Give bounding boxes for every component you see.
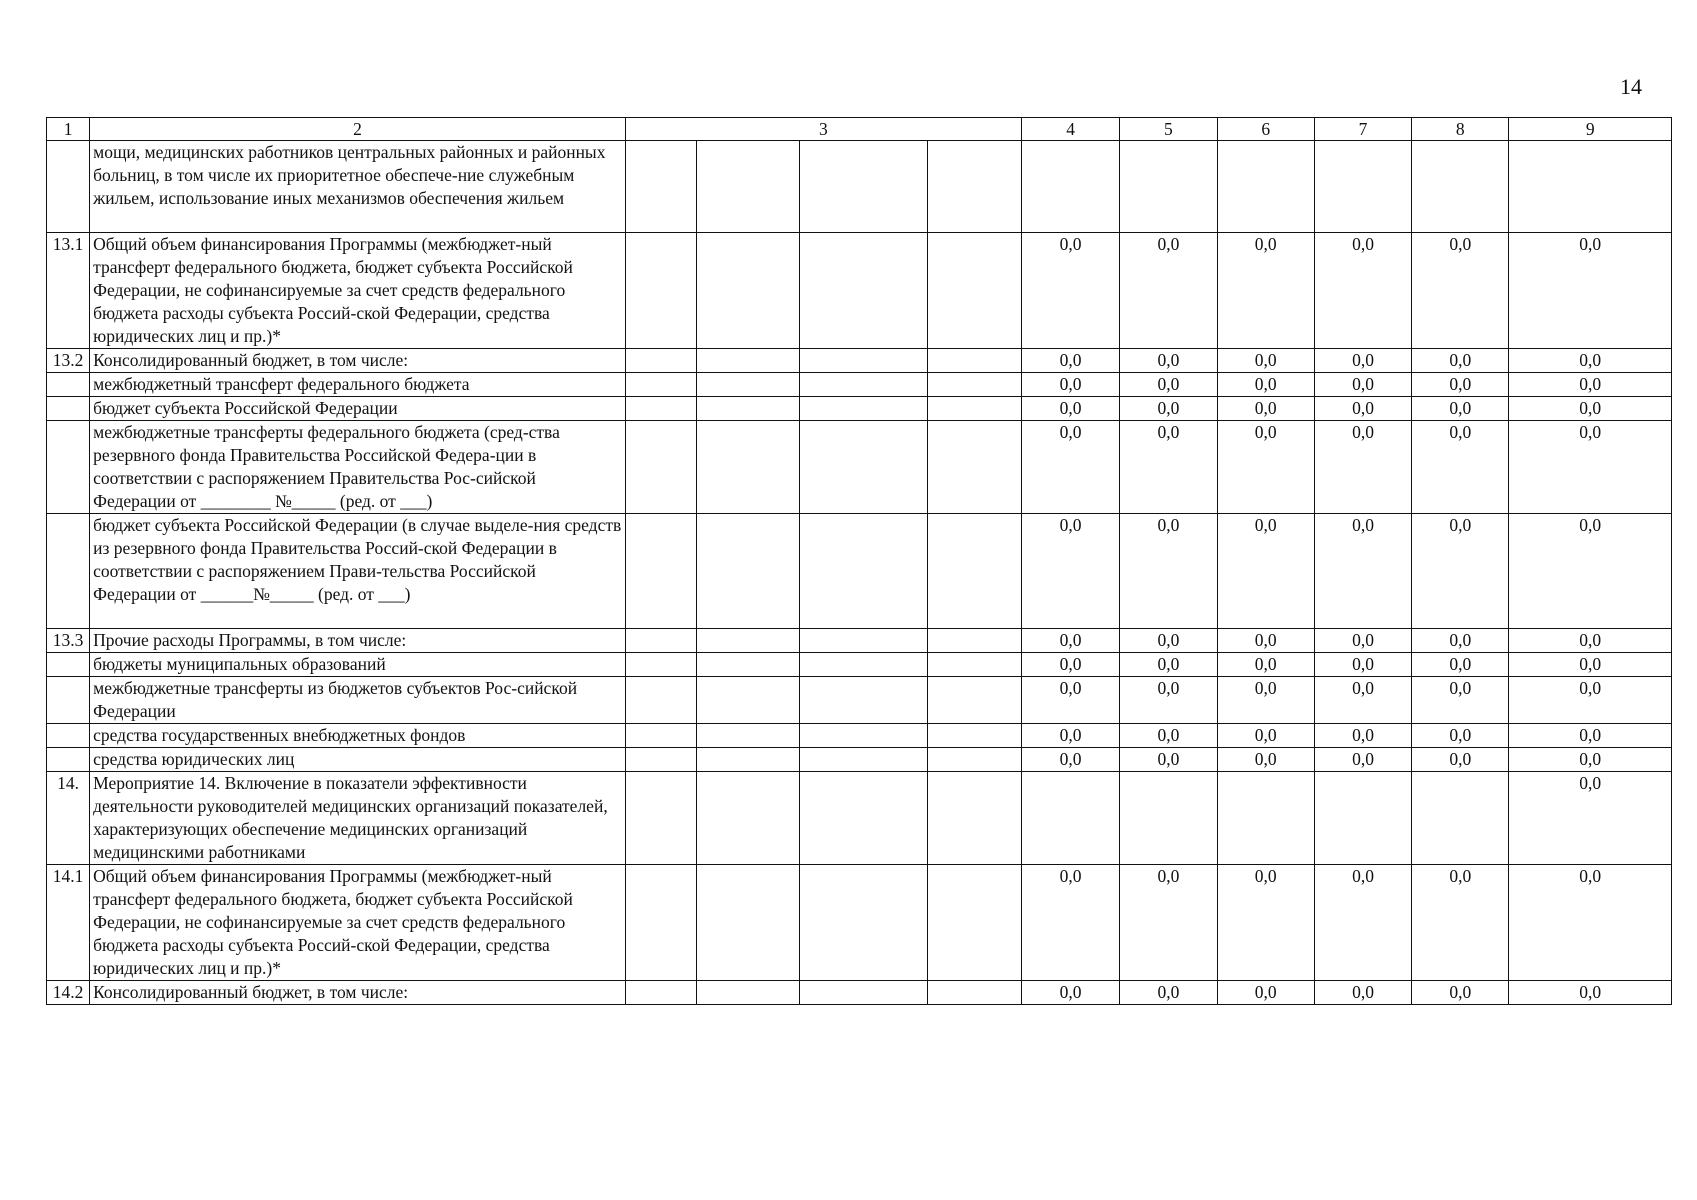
row-number xyxy=(47,421,90,514)
col3-subcell xyxy=(625,981,696,1005)
value-cell-col6: 0,0 xyxy=(1217,865,1314,981)
row-description: Консолидированный бюджет, в том числе: xyxy=(90,981,626,1005)
col3-subcell xyxy=(696,629,799,653)
col3-subcell xyxy=(696,981,799,1005)
col3-subcell xyxy=(927,397,1021,421)
value-cell-col9: 0,0 xyxy=(1509,373,1672,397)
col3-subcell xyxy=(800,397,927,421)
col3-subcell xyxy=(625,865,696,981)
col-header-3: 3 xyxy=(625,118,1021,141)
row-number: 13.3 xyxy=(47,629,90,653)
value-cell-col9: 0,0 xyxy=(1509,865,1672,981)
col3-subcell xyxy=(696,724,799,748)
value-cell-col7: 0,0 xyxy=(1314,653,1411,677)
value-cell-col6: 0,0 xyxy=(1217,349,1314,373)
col3-subcell xyxy=(625,349,696,373)
row-number xyxy=(47,653,90,677)
col3-subcell xyxy=(800,748,927,772)
value-cell-col4: 0,0 xyxy=(1021,677,1119,724)
col-header-1: 1 xyxy=(47,118,90,141)
col3-subcell xyxy=(800,514,927,629)
col3-subcell xyxy=(696,233,799,349)
value-cell-col5 xyxy=(1120,772,1217,865)
value-cell-col4: 0,0 xyxy=(1021,349,1119,373)
row-number xyxy=(47,514,90,629)
value-cell-col5: 0,0 xyxy=(1120,629,1217,653)
value-cell-col6: 0,0 xyxy=(1217,233,1314,349)
col-header-2: 2 xyxy=(90,118,626,141)
value-cell-col5: 0,0 xyxy=(1120,397,1217,421)
col-header-9: 9 xyxy=(1509,118,1672,141)
row-description: бюджет субъекта Российской Федерации xyxy=(90,397,626,421)
col3-subcell xyxy=(800,677,927,724)
row-number: 14.2 xyxy=(47,981,90,1005)
page-number: 14 xyxy=(1620,74,1642,99)
col3-subcell xyxy=(696,349,799,373)
value-cell-col5: 0,0 xyxy=(1120,748,1217,772)
value-cell-col8: 0,0 xyxy=(1412,653,1509,677)
col3-subcell xyxy=(927,677,1021,724)
col3-subcell xyxy=(696,772,799,865)
value-cell-col8: 0,0 xyxy=(1412,514,1509,629)
col3-subcell xyxy=(696,141,799,233)
col3-subcell xyxy=(696,514,799,629)
value-cell-col4 xyxy=(1021,141,1119,233)
table-row xyxy=(47,677,1672,724)
value-cell-col9 xyxy=(1509,141,1672,233)
value-cell-col6: 0,0 xyxy=(1217,677,1314,724)
value-cell-col4: 0,0 xyxy=(1021,373,1119,397)
value-cell-col5: 0,0 xyxy=(1120,233,1217,349)
row-number: 13.2 xyxy=(47,349,90,373)
value-cell-col9: 0,0 xyxy=(1509,748,1672,772)
value-cell-col7: 0,0 xyxy=(1314,349,1411,373)
col-header-5: 5 xyxy=(1120,118,1217,141)
value-cell-col6 xyxy=(1217,772,1314,865)
col3-subcell xyxy=(927,772,1021,865)
table-row xyxy=(47,724,1672,748)
value-cell-col6: 0,0 xyxy=(1217,421,1314,514)
row-number xyxy=(47,677,90,724)
value-cell-col4: 0,0 xyxy=(1021,421,1119,514)
value-cell-col4: 0,0 xyxy=(1021,514,1119,629)
col3-subcell xyxy=(696,748,799,772)
col3-subcell xyxy=(927,865,1021,981)
value-cell-col8: 0,0 xyxy=(1412,748,1509,772)
value-cell-col8 xyxy=(1412,772,1509,865)
table-row xyxy=(47,373,1672,397)
col3-subcell xyxy=(927,233,1021,349)
value-cell-col5: 0,0 xyxy=(1120,865,1217,981)
col3-subcell xyxy=(800,421,927,514)
value-cell-col7: 0,0 xyxy=(1314,677,1411,724)
value-cell-col8: 0,0 xyxy=(1412,349,1509,373)
value-cell-col8: 0,0 xyxy=(1412,981,1509,1005)
col3-subcell xyxy=(696,677,799,724)
value-cell-col6: 0,0 xyxy=(1217,981,1314,1005)
value-cell-col5: 0,0 xyxy=(1120,724,1217,748)
value-cell-col5: 0,0 xyxy=(1120,421,1217,514)
value-cell-col9: 0,0 xyxy=(1509,349,1672,373)
col3-subcell xyxy=(800,724,927,748)
value-cell-col7: 0,0 xyxy=(1314,748,1411,772)
col3-subcell xyxy=(800,653,927,677)
col3-subcell xyxy=(696,865,799,981)
table-row xyxy=(47,141,1672,233)
row-number xyxy=(47,724,90,748)
row-description: бюджеты муниципальных образований xyxy=(90,653,626,677)
col3-subcell xyxy=(927,514,1021,629)
value-cell-col8 xyxy=(1412,141,1509,233)
row-description: Общий объем финансирования Программы (межбюджет-ный трансферт федерального бюджета, бюджет субъекта Российской Федерации, не софинансируемые за счет средств федерального бюджета расходы субъекта Россий-ской Федерации, средства юридических лиц и пр.)* xyxy=(90,865,626,981)
value-cell-col6 xyxy=(1217,141,1314,233)
col-header-7: 7 xyxy=(1314,118,1411,141)
col3-subcell xyxy=(927,373,1021,397)
value-cell-col4: 0,0 xyxy=(1021,748,1119,772)
col3-subcell xyxy=(927,724,1021,748)
col3-subcell xyxy=(927,629,1021,653)
row-description: мощи, медицинских работников центральных районных и районных больниц, в том числе их приоритетное обеспече-ние служебным жильем, использование иных механизмов обеспечения жильем xyxy=(90,141,626,233)
value-cell-col8: 0,0 xyxy=(1412,233,1509,349)
table-row xyxy=(47,421,1672,514)
col3-subcell xyxy=(625,373,696,397)
value-cell-col7 xyxy=(1314,772,1411,865)
value-cell-col4 xyxy=(1021,772,1119,865)
col-header-8: 8 xyxy=(1412,118,1509,141)
value-cell-col7: 0,0 xyxy=(1314,981,1411,1005)
value-cell-col8: 0,0 xyxy=(1412,421,1509,514)
value-cell-col7: 0,0 xyxy=(1314,865,1411,981)
row-description: средства государственных внебюджетных фондов xyxy=(90,724,626,748)
value-cell-col9: 0,0 xyxy=(1509,629,1672,653)
value-cell-col6: 0,0 xyxy=(1217,514,1314,629)
row-description: Общий объем финансирования Программы (межбюджет-ный трансферт федерального бюджета, бюджет субъекта Российской Федерации, не софинансируемые за счет средств федерального бюджета расходы субъекта Россий-ской Федерации, средства юридических лиц и пр.)* xyxy=(90,233,626,349)
row-description: межбюджетный трансферт федерального бюджета xyxy=(90,373,626,397)
value-cell-col5 xyxy=(1120,141,1217,233)
col3-subcell xyxy=(625,233,696,349)
row-description: Мероприятие 14. Включение в показатели эффективности деятельности руководителей медицинских организаций показателей, характеризующих обеспечение медицинских организаций медицинскими работниками xyxy=(90,772,626,865)
value-cell-col9: 0,0 xyxy=(1509,514,1672,629)
value-cell-col4: 0,0 xyxy=(1021,724,1119,748)
col3-subcell xyxy=(927,141,1021,233)
value-cell-col4: 0,0 xyxy=(1021,233,1119,349)
value-cell-col5: 0,0 xyxy=(1120,514,1217,629)
row-description: межбюджетные трансферты из бюджетов субъектов Рос-сийской Федерации xyxy=(90,677,626,724)
value-cell-col6: 0,0 xyxy=(1217,373,1314,397)
col3-subcell xyxy=(625,724,696,748)
col-header-6: 6 xyxy=(1217,118,1314,141)
col3-subcell xyxy=(927,981,1021,1005)
value-cell-col6: 0,0 xyxy=(1217,748,1314,772)
row-description: бюджет субъекта Российской Федерации (в случае выделе-ния средств из резервного фонда Правительства Россий-ской Федерации в соответствии с распоряжением Прави-тельства Российской Федерации от ______№_____ (ред. от ___) xyxy=(90,514,626,629)
col3-subcell xyxy=(800,373,927,397)
value-cell-col8: 0,0 xyxy=(1412,397,1509,421)
table-row xyxy=(47,514,1672,629)
table-row xyxy=(47,653,1672,677)
value-cell-col4: 0,0 xyxy=(1021,397,1119,421)
value-cell-col8: 0,0 xyxy=(1412,629,1509,653)
col3-subcell xyxy=(696,397,799,421)
row-number: 14. xyxy=(47,772,90,865)
col3-subcell xyxy=(800,865,927,981)
col3-subcell xyxy=(625,629,696,653)
col3-subcell xyxy=(625,653,696,677)
value-cell-col4: 0,0 xyxy=(1021,865,1119,981)
value-cell-col7: 0,0 xyxy=(1314,514,1411,629)
col3-subcell xyxy=(800,772,927,865)
value-cell-col8: 0,0 xyxy=(1412,724,1509,748)
value-cell-col6: 0,0 xyxy=(1217,724,1314,748)
value-cell-col4: 0,0 xyxy=(1021,981,1119,1005)
col3-subcell xyxy=(696,373,799,397)
row-description: Консолидированный бюджет, в том числе: xyxy=(90,349,626,373)
col3-subcell xyxy=(800,233,927,349)
col3-subcell xyxy=(927,653,1021,677)
row-description: средства юридических лиц xyxy=(90,748,626,772)
row-number xyxy=(47,373,90,397)
value-cell-col5: 0,0 xyxy=(1120,981,1217,1005)
row-description: Прочие расходы Программы, в том числе: xyxy=(90,629,626,653)
value-cell-col7: 0,0 xyxy=(1314,724,1411,748)
value-cell-col5: 0,0 xyxy=(1120,373,1217,397)
financing-table xyxy=(46,117,1672,1005)
value-cell-col7: 0,0 xyxy=(1314,233,1411,349)
row-number xyxy=(47,141,90,233)
value-cell-col5: 0,0 xyxy=(1120,349,1217,373)
value-cell-col7 xyxy=(1314,141,1411,233)
row-number: 14.1 xyxy=(47,865,90,981)
value-cell-col7: 0,0 xyxy=(1314,397,1411,421)
table-row xyxy=(47,349,1672,373)
value-cell-col4: 0,0 xyxy=(1021,629,1119,653)
value-cell-col9: 0,0 xyxy=(1509,772,1672,865)
value-cell-col8: 0,0 xyxy=(1412,865,1509,981)
col3-subcell xyxy=(625,772,696,865)
value-cell-col6: 0,0 xyxy=(1217,397,1314,421)
col3-subcell xyxy=(625,748,696,772)
col3-subcell xyxy=(625,421,696,514)
col3-subcell xyxy=(625,514,696,629)
table-row xyxy=(47,629,1672,653)
value-cell-col5: 0,0 xyxy=(1120,653,1217,677)
value-cell-col9: 0,0 xyxy=(1509,653,1672,677)
col3-subcell xyxy=(800,629,927,653)
col3-subcell xyxy=(800,141,927,233)
value-cell-col9: 0,0 xyxy=(1509,397,1672,421)
col3-subcell xyxy=(625,141,696,233)
table-row xyxy=(47,772,1672,865)
header-row xyxy=(47,118,1672,141)
value-cell-col7: 0,0 xyxy=(1314,421,1411,514)
value-cell-col9: 0,0 xyxy=(1509,724,1672,748)
col3-subcell xyxy=(927,748,1021,772)
value-cell-col8: 0,0 xyxy=(1412,373,1509,397)
value-cell-col4: 0,0 xyxy=(1021,653,1119,677)
table-row xyxy=(47,397,1672,421)
table-row xyxy=(47,865,1672,981)
col3-subcell xyxy=(625,677,696,724)
col3-subcell xyxy=(696,421,799,514)
value-cell-col9: 0,0 xyxy=(1509,677,1672,724)
col3-subcell xyxy=(927,421,1021,514)
row-number xyxy=(47,397,90,421)
value-cell-col5: 0,0 xyxy=(1120,677,1217,724)
row-description: межбюджетные трансферты федерального бюджета (сред-ства резервного фонда Правительства Российской Федера-ции в соответствии с распоряжением Правительства Рос-сийской Федерации от ________ №_____ (ред. от ___) xyxy=(90,421,626,514)
value-cell-col6: 0,0 xyxy=(1217,653,1314,677)
table-row xyxy=(47,233,1672,349)
value-cell-col6: 0,0 xyxy=(1217,629,1314,653)
value-cell-col9: 0,0 xyxy=(1509,233,1672,349)
value-cell-col9: 0,0 xyxy=(1509,981,1672,1005)
value-cell-col8: 0,0 xyxy=(1412,677,1509,724)
col3-subcell xyxy=(800,349,927,373)
col3-subcell xyxy=(927,349,1021,373)
table-row xyxy=(47,748,1672,772)
value-cell-col7: 0,0 xyxy=(1314,629,1411,653)
col-header-4: 4 xyxy=(1021,118,1119,141)
value-cell-col9: 0,0 xyxy=(1509,421,1672,514)
table-row xyxy=(47,981,1672,1005)
col3-subcell xyxy=(696,653,799,677)
row-number: 13.1 xyxy=(47,233,90,349)
col3-subcell xyxy=(800,981,927,1005)
value-cell-col7: 0,0 xyxy=(1314,373,1411,397)
row-number xyxy=(47,748,90,772)
col3-subcell xyxy=(625,397,696,421)
table-body xyxy=(47,141,1672,1005)
